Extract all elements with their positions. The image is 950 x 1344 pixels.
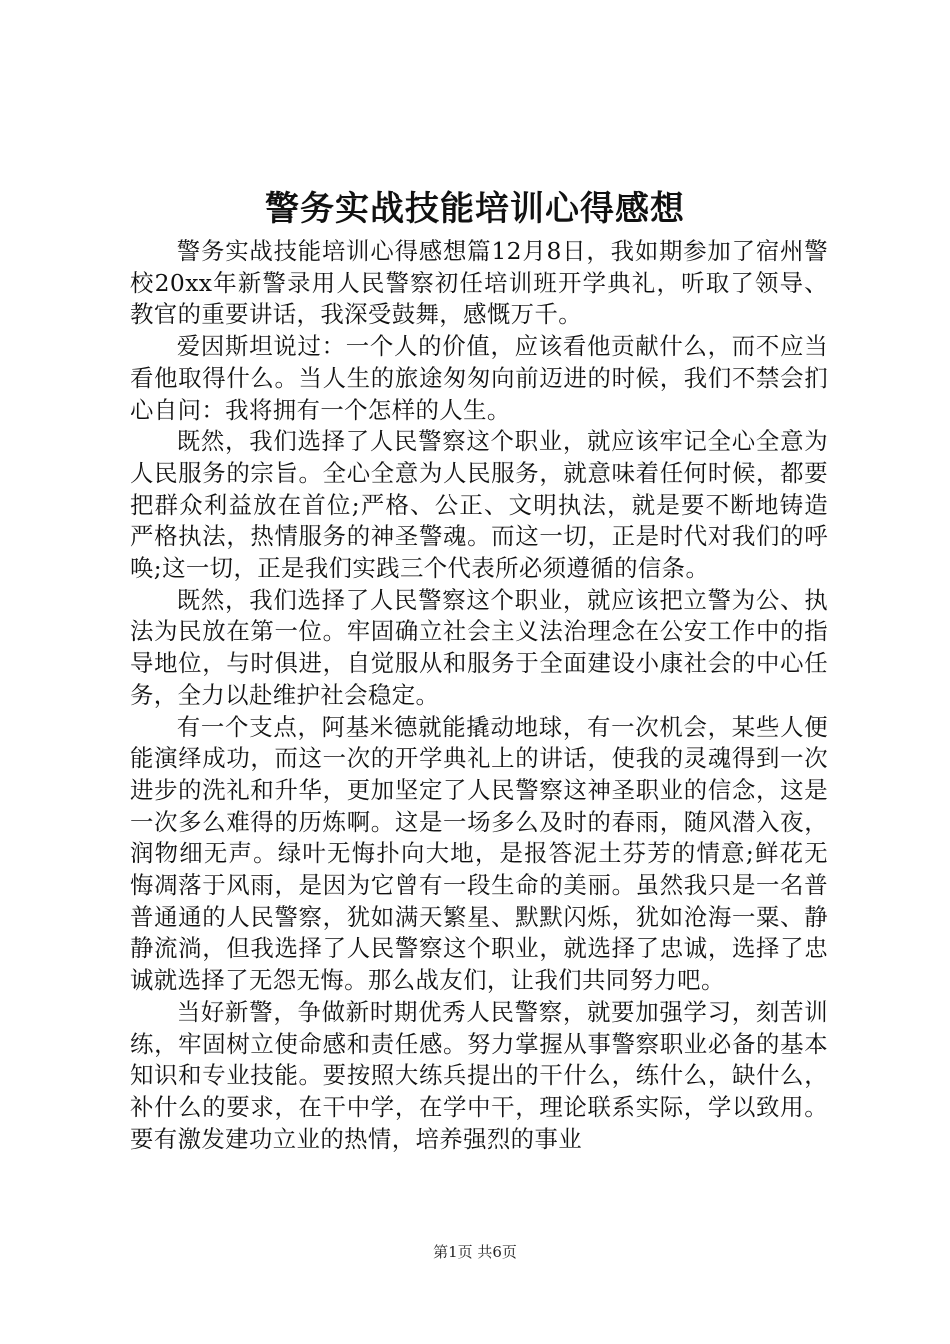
paragraph-6: 当好新警，争做新时期优秀人民警察，就要加强学习，刻苦训练，牢固树立使命感和责任感。努力掌握从事警察职业必备的基本知识和专业技能。要按照大练兵提出的干什么，练什么，缺什么，补什么的要求，在干中学，在学中干，理论联系实际，学以致用。要有激发建功立业的热情，培养强烈的事业: [130, 997, 828, 1153]
document-body: [130, 236, 828, 1155]
paragraph-2: 爱因斯坦说过：一个人的价值，应该看他贡献什么，而不应当看他取得什么。当人生的旅途匆匆向前迈进的时候，我们不禁会扪心自问：我将拥有一个怎样的人生。: [130, 332, 828, 424]
paragraph-5: 有一个支点，阿基米德就能撬动地球，有一次机会，某些人便能演绎成功，而这一次的开学典礼上的讲话，使我的灵魂得到一次进步的洗礼和升华，更加坚定了人民警察这神圣职业的信念，这是一次多么难得的历炼啊。这是一场多么及时的春雨，随风潜入夜，润物细无声。绿叶无悔扑向大地，是报答泥土芬芳的情意;鲜花无悔凋落于风雨，是因为它曾有一段生命的美丽。虽然我只是一名普普通通的人民警察，犹如满天繁星、默默闪烁，犹如沧海一粟、静静流淌，但我选择了人民警察这个职业，就选择了忠诚，选择了忠诚就选择了无怨无悔。那么战友们，让我们共同努力吧。: [130, 712, 828, 995]
paragraph-1: 警务实战技能培训心得感想篇12月8日，我如期参加了宿州警校20xx年新警录用人民警察初任培训班开学典礼，听取了领导、教官的重要讲话，我深受鼓舞，感慨万千。: [130, 237, 828, 329]
document-title: 警务实战技能培训心得感想: [265, 189, 685, 229]
paragraph-3: 既然，我们选择了人民警察这个职业，就应该牢记全心全意为人民服务的宗旨。全心全意为人民服务，就意味着任何时候，都要把群众利益放在首位;严格、公正、文明执法，就是要不断地铸造严格执法，热情服务的神圣警魂。而这一切，正是时代对我们的呼唤;这一切，正是我们实践三个代表所必须遵循的信条。: [130, 427, 828, 583]
paragraph-4: 既然，我们选择了人民警察这个职业，就应该把立警为公、执法为民放在第一位。牢固确立社会主义法治理念在公安工作中的指导地位，与时俱进，自觉服从和服务于全面建设小康社会的中心任务，全力以赴维护社会稳定。: [130, 585, 828, 709]
page-number-footer: 第1页 共6页: [433, 1243, 517, 1261]
